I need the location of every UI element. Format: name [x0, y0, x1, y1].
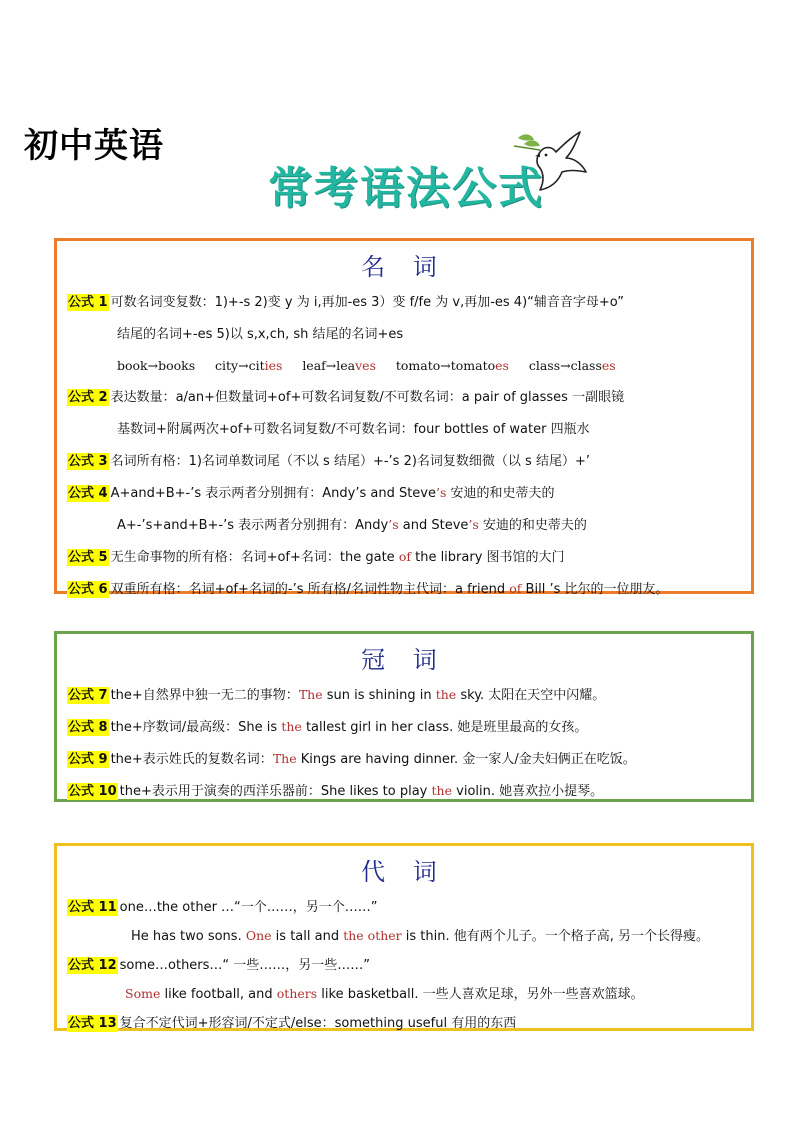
rule-row: A+-’s+and+B+-’s 表示两者分别拥有：Andy’s and Steve’s 安迪的和史蒂夫的 — [117, 517, 587, 533]
rule-row — [67, 445, 741, 477]
rule-row — [67, 286, 741, 318]
rule-tag: 公式 13 — [68, 1016, 117, 1031]
example: leaf→leaves — [302, 358, 376, 373]
example-row — [67, 350, 741, 381]
rule-tag: 公式 10 — [68, 784, 117, 799]
section-title: 名 词 — [361, 253, 447, 281]
rule-tag: 公式 1 — [68, 295, 108, 310]
rule-row: 公式 10 the+表示用于演奏的西洋乐器前：She likes to play the violin. 她喜欢拉小提琴。 — [68, 783, 604, 799]
rule-row: 公式 6 双重所有格：名词+of+名词的-’s 所有格/名词性物主代词：a friend of Bill ’s 比尔的一位朋友。 — [68, 581, 669, 597]
example-row: Some like football, and others like basketball. 一些人喜欢足球，另外一些喜欢篮球。 — [125, 986, 644, 1002]
rule-tag: 公式 5 — [68, 550, 108, 565]
rule-row: 公式 9 the+表示姓氏的复数名词：The Kings are having dinner. 金一家人/金夫妇俩正在吃饭。 — [68, 751, 636, 767]
noun-section — [54, 238, 754, 597]
rule-text: 可数名词变复数：1)+-s 2)变 y 为 i,再加-es 3）变 f/fe 为 v,再加-es 4)“辅音音字母+o” — [110, 295, 624, 310]
example: class→classes — [528, 358, 616, 373]
rule-tag: 公式 7 — [68, 688, 108, 703]
rule-tag: 公式 3 — [68, 454, 108, 469]
section-title: 代 词 — [361, 858, 447, 886]
rule-row — [67, 950, 741, 980]
rule-text: 表达数量：a/an+但数量词+of+可数名词复数/不可数名词：a pair of glasses 一副眼镜 — [110, 390, 625, 405]
rule-tag: 公式 11 — [68, 900, 117, 915]
subject-label: 初中英语 — [24, 126, 164, 166]
rule-tag: 公式 9 — [68, 752, 108, 767]
article-section — [54, 631, 754, 802]
page-title: 常考语法公式 — [268, 163, 544, 214]
rule-tag: 公式 4 — [68, 486, 108, 501]
rule-row — [67, 413, 741, 445]
rule-row — [67, 381, 741, 413]
rule-text: one…the other …“一个……，另一个……” — [119, 900, 378, 915]
rule-text: 结尾的名词+-es 5)以 s,x,ch, sh 结尾的名词+es — [117, 327, 404, 342]
example: tomato→tomatoes — [395, 358, 509, 373]
rule-row — [67, 318, 741, 350]
rule-row: 公式 8 the+序数词/最高级：She is the tallest girl in her class. 她是班里最高的女孩。 — [68, 719, 588, 735]
rule-row: 公式 5 无生命事物的所有格：名词+of+名词：the gate of the library 图书馆的大门 — [68, 549, 565, 565]
rule-tag: 公式 8 — [68, 720, 108, 735]
example: book→books — [117, 358, 196, 373]
rule-row — [67, 1009, 741, 1038]
rule-text: 基数词+附属两次+of+可数名词复数/不可数名词：four bottles of water 四瓶水 — [117, 422, 590, 437]
rule-row: 公式 7 the+自然界中独一无二的事物：The sun is shining in the sky. 太阳在天空中闪耀。 — [68, 687, 606, 703]
section-title: 冠 词 — [361, 646, 447, 674]
rule-row: 公式 4 A+and+B+-’s 表示两者分别拥有：Andy’s and Steve’s 安迪的和史蒂夫的 — [68, 485, 555, 501]
rule-text: some…others…“ 一些……，另一些……” — [119, 958, 371, 973]
rule-tag: 公式 2 — [68, 390, 108, 405]
pronoun-section — [54, 843, 754, 1031]
rule-text: 名词所有格：1)名词单数词尾（不以 s 结尾）+-’s 2)名词复数细微（以 s 结尾）+’ — [110, 454, 590, 469]
rule-text: 复合不定代词+形容词/不定式/else：something useful 有用的东西 — [119, 1016, 517, 1031]
rule-row — [67, 891, 741, 923]
rule-tag: 公式 12 — [68, 958, 117, 973]
example: city→cities — [215, 358, 283, 373]
example-row: He has two sons. One is tall and the other is thin. 他有两个儿子。一个格子高, 另一个长得瘦。 — [131, 928, 710, 944]
rule-tag: 公式 6 — [68, 582, 108, 597]
